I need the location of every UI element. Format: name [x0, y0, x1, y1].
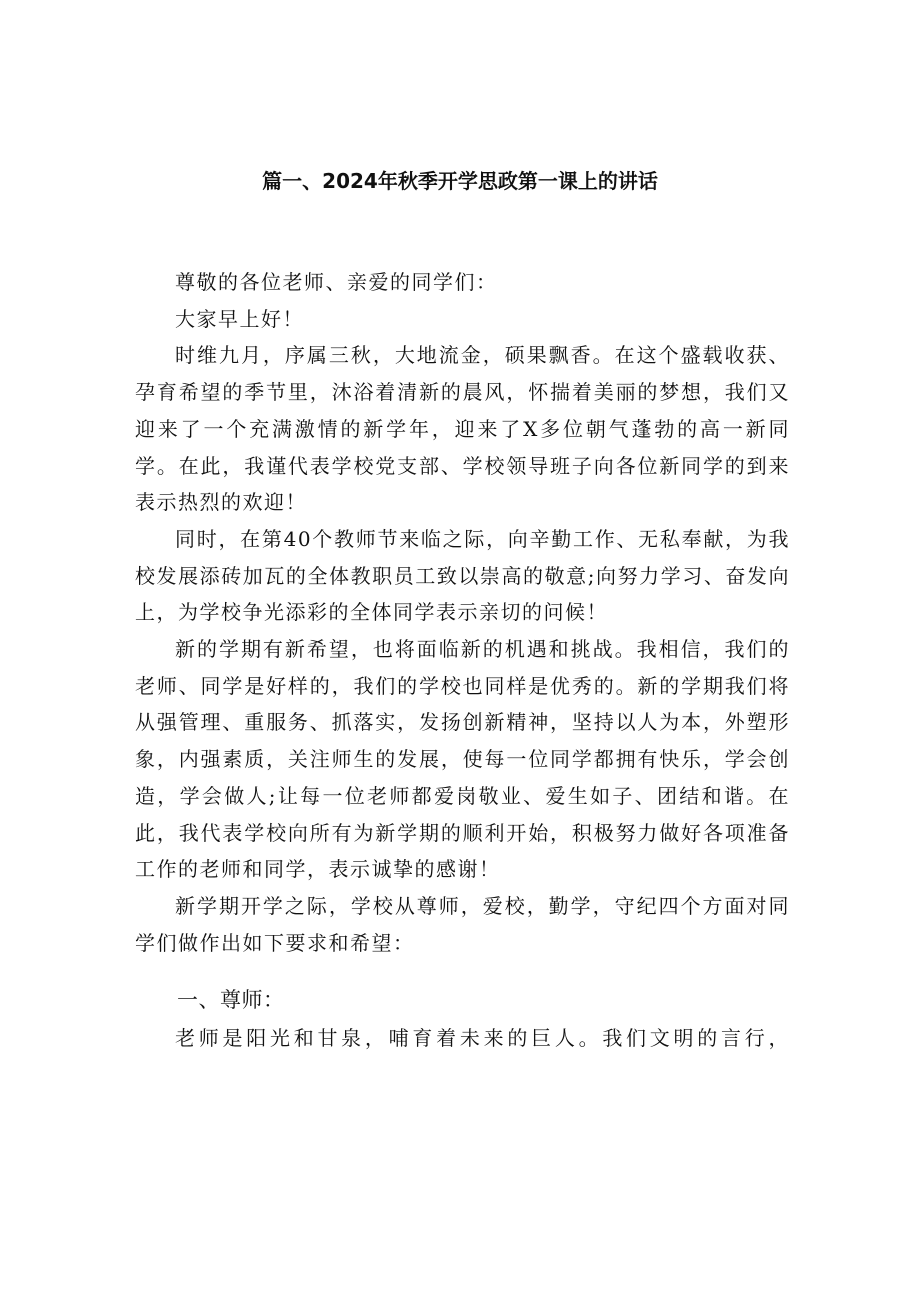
greeting: 大家早上好！ [175, 306, 304, 331]
document-body [135, 264, 790, 1057]
section-heading-respect-teachers: 一、尊师： [177, 988, 285, 1013]
document-title: 篇一、2024年秋季开学思政第一课上的讲话 [262, 169, 658, 193]
paragraph-teachers-day: 同时，在第40个教师节来临之际，向辛勤工作、无私奉献，为我校发展添砖加瓦的全体教职员工致以崇高的敬意;向努力学习、奋发向上，为学校争光添彩的全体同学表示亲切的问候！ [135, 526, 790, 625]
salutation: 尊敬的各位老师、亲爱的同学们： [175, 270, 498, 294]
paragraph-requirements: 新学期开学之际，学校从尊师，爱校，勤学，守纪四个方面对同学们做作出如下要求和希望： [135, 893, 790, 955]
paragraph-respect-teachers: 老师是阳光和甘泉，哺育着未来的巨人。我们文明的言行， [175, 1026, 790, 1051]
paragraph-new-semester: 新的学期有新希望，也将面临新的机遇和挑战。我相信，我们的老师、同学是好样的，我们的学校也同样是优秀的。新的学期我们将从强管理、重服务、抓落实，发扬创新精神，坚持以人为本，外塑形象，内强素质，关注师生的发展，使每一位同学都拥有快乐，学会创造，学会做人;让每一位老师都爱岗敬业、爱生如子、团结和谐。在此，我代表学校向所有为新学期的顺利开始，积极努力做好各项准备工作的老师和同学，表示诚挚的感谢！ [135, 637, 790, 882]
paragraph-opening: 时维九月，序属三秋，大地流金，硕果飘香。在这个盛载收获、孕育希望的季节里，沐浴着清新的晨风，怀揣着美丽的梦想，我们又迎来了一个充满激情的新学年，迎来了X多位朝气蓬勃的高一新同学。在此，我谨代表学校党支部、学校领导班子向各位新同学的到来表示热烈的欢迎！ [135, 343, 790, 515]
